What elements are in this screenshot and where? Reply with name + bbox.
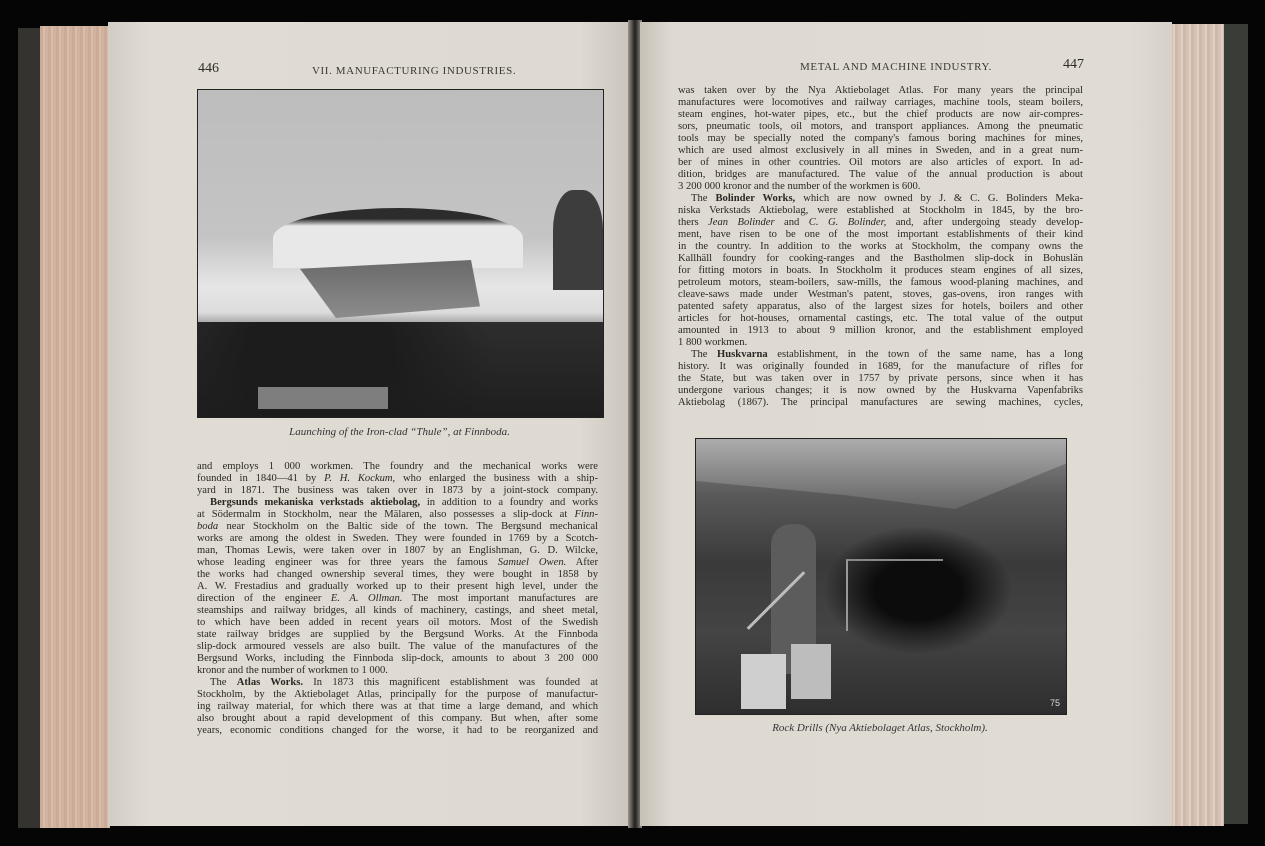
text-line	[678, 241, 1083, 253]
text-run: Kallhäll foundry for cooking-ranges and the Bastholmen slip-dock in Bohuslän	[678, 253, 1083, 264]
text-line	[678, 349, 1083, 361]
text-run: sors, pneumatic tools, oil motors, and transport appliances. Among the pneumatic	[678, 121, 1083, 132]
figure-caption-left: Launching of the Iron-clad “Thule”, at Finnboda.	[289, 426, 510, 438]
page-edges-right	[1170, 24, 1224, 826]
text-run: steam engines, hot-water pipes, etc., but the chief products are now air-compres-	[678, 109, 1083, 120]
text-line	[197, 629, 598, 641]
right-page-body-text	[678, 85, 1083, 409]
text-run: 1 800 workmen.	[678, 337, 748, 348]
page-edges-left	[40, 26, 110, 828]
text-line	[197, 701, 598, 713]
text-run: in the country. In addition to the works at Stockholm, the company owns the	[678, 241, 1083, 252]
text-run: The	[210, 677, 237, 688]
text-run: ber of mines in other countries. Oil motors are also articles of export. In ad-	[678, 157, 1083, 168]
text-line	[678, 145, 1083, 157]
text-run: founded in 1840—41 by	[197, 473, 325, 484]
bold-run: Bergsunds mekaniska verkstads aktiebolag,	[210, 497, 421, 508]
text-line	[197, 461, 598, 473]
text-line	[678, 133, 1083, 145]
italic-run: C. G. Bolinder,	[808, 217, 887, 228]
text-run: dition, bridges are manufactured. The value of the annual production is about	[678, 169, 1083, 180]
text-line	[197, 473, 598, 485]
text-run: petroleum motors, steam-boilers, saw-mills, the famous wood-planing machines, and	[678, 277, 1083, 288]
text-line	[678, 193, 1083, 205]
italic-run: boda	[197, 521, 219, 532]
text-run: niska Verkstads Aktiebolag, were established at Stockholm in 1845, by the bro-	[678, 205, 1083, 216]
text-run: Aktiebolag (1867). The principal manufactures are sewing machines, cycles,	[678, 397, 1083, 408]
text-run: state railway bridges are supplied by the Bergsund Works. At the Finnboda	[197, 629, 598, 640]
text-line	[678, 373, 1083, 385]
text-run: for fitting motors in boats. In Stockholm it produces steam engines of all sizes,	[678, 265, 1083, 276]
text-run: who enlarged the business with a ship-	[395, 473, 598, 484]
text-run: and	[774, 217, 809, 228]
italic-run: Finn-	[574, 509, 598, 520]
text-line	[678, 157, 1083, 169]
text-run: tools may be specially noted the company's famous boring machines for mines,	[678, 133, 1083, 144]
text-run: steamships and railway bridges, all kinds of machinery, castings, and sheet metal,	[197, 605, 598, 616]
text-run: amounted in 1913 to about 9 million kronor, and the establishment employed	[678, 325, 1083, 336]
text-run: manufactures were locomotives and railway carriages, machine tools, steam boilers,	[678, 97, 1083, 108]
text-line	[197, 617, 598, 629]
ship-hull	[300, 260, 480, 318]
text-run: which are used almost exclusively in all mines in Sweden, and in a great num-	[678, 145, 1083, 156]
text-run: establishment, in the town of the same name, has a long	[767, 349, 1083, 360]
text-run: The	[691, 349, 718, 360]
text-line	[678, 397, 1083, 409]
drill-frame	[846, 559, 943, 631]
italic-run: E. A. Ollman.	[330, 593, 403, 604]
trees	[553, 190, 603, 290]
text-line	[197, 485, 598, 497]
text-run: thers	[678, 217, 709, 228]
text-run: patented safety apparatus, also of the largest sizes for hotels, boilers and other	[678, 301, 1083, 312]
text-line	[678, 325, 1083, 337]
text-line	[197, 725, 598, 737]
text-line	[678, 121, 1083, 133]
text-line	[678, 169, 1083, 181]
tunnel-ceiling	[696, 439, 1066, 509]
text-run: slip-dock armoured vessels are also built. The value of the manufactures of the	[197, 641, 598, 652]
text-run: near Stockholm on the Baltic side of the town. The Bergsund mechanical	[218, 521, 598, 532]
text-line	[197, 509, 598, 521]
text-run: direction of the engineer	[197, 593, 331, 604]
text-line	[197, 665, 598, 677]
text-run: to which have been added in recent years oil motors. Most of the Swedish	[197, 617, 598, 628]
text-line	[678, 253, 1083, 265]
text-run: years, economic conditions changed for the worse, it had to be reorganized and	[197, 725, 598, 736]
text-line	[197, 605, 598, 617]
bold-run: Bolinder Works,	[715, 193, 796, 204]
text-line	[678, 337, 1083, 349]
text-run: whose leading engineer was for three years the famous	[197, 557, 498, 568]
text-line	[678, 205, 1083, 217]
text-line	[197, 641, 598, 653]
text-line	[678, 301, 1083, 313]
bold-run: Huskvarna	[717, 349, 768, 360]
text-run: and, after undergoing steady develop-	[886, 217, 1083, 228]
text-line	[678, 217, 1083, 229]
text-run: man, Thomas Lewis, were taken over in 1807 by an Englishman, G. D. Wilcke,	[197, 545, 598, 556]
text-run: After	[566, 557, 598, 568]
text-run: articles for hot-houses, ornamental castings, etc. The total value of the output	[678, 313, 1083, 324]
text-line	[197, 689, 598, 701]
text-run: yard in 1871. The business was taken over in 1873 by a joint-stock company.	[197, 485, 598, 496]
text-run: Stockholm, by the Aktiebolaget Atlas, principally for the purpose of manufactur-	[197, 689, 598, 700]
photo-ship-launch	[197, 89, 604, 418]
text-line	[678, 313, 1083, 325]
page-number-right: 447	[1063, 57, 1084, 72]
italic-run: P. H. Kockum,	[324, 473, 396, 484]
text-run: Bergsund Works, including the Finnboda slip-dock, amounts to about 3 200 000	[197, 653, 598, 664]
text-line	[678, 277, 1083, 289]
text-run: and employs 1 000 workmen. The foundry and the mechanical works were	[197, 461, 598, 472]
text-run: undergone various changes; it is now owned by the Huskvarna Vapenfabriks	[678, 385, 1083, 396]
text-run: also brought about a rapid development of this company. But when, after some	[197, 713, 598, 724]
text-run: which are now owned by J. & C. G. Bolinders Meka-	[795, 193, 1083, 204]
text-line	[678, 109, 1083, 121]
text-line	[197, 713, 598, 725]
text-line	[678, 289, 1083, 301]
text-run: The most important manufactures are	[402, 593, 598, 604]
text-run: was taken over by the Nya Aktiebolaget Atlas. For many years the principal	[678, 85, 1083, 96]
left-page-body-text	[197, 461, 598, 737]
text-line	[678, 85, 1083, 97]
text-run: history. It was originally founded in 1689, for the manufacture of rifles for	[678, 361, 1083, 372]
text-line	[678, 97, 1083, 109]
text-line	[197, 533, 598, 545]
book-cover-right	[1222, 24, 1248, 824]
text-run: the State, but was taken over in 1757 by private persons, since when it has	[678, 373, 1083, 384]
text-line	[197, 557, 598, 569]
text-line	[197, 653, 598, 665]
text-line	[197, 497, 598, 509]
text-line	[678, 385, 1083, 397]
text-run: at Södermalm in Stockholm, near the Mälaren, also possesses a slip-dock at	[197, 509, 575, 520]
text-run: ing railway material, for which there was at that time a large demand, and which	[197, 701, 598, 712]
page-number-left: 446	[198, 61, 219, 76]
plate-number: 75	[1049, 698, 1060, 708]
italic-run: Jean Bolinder	[708, 217, 775, 228]
text-line	[678, 361, 1083, 373]
text-run: works are among the oldest in Sweden. They were founded in 1769 by a Scotch-	[197, 533, 598, 544]
text-run: kronor and the number of workmen to 1 000.	[197, 665, 388, 676]
text-line	[197, 545, 598, 557]
ice-reflection	[258, 387, 388, 409]
rock-block	[741, 654, 786, 709]
text-line	[678, 181, 1083, 193]
text-line	[197, 677, 598, 689]
rock-block	[791, 644, 831, 699]
text-line	[197, 521, 598, 533]
italic-run: Samuel Owen.	[497, 557, 567, 568]
bold-run: Atlas Works.	[236, 677, 303, 688]
running-head-right: METAL AND MACHINE INDUSTRY.	[800, 61, 992, 73]
text-run: The	[691, 193, 716, 204]
text-line	[197, 569, 598, 581]
text-run: in addition to a foundry and works	[420, 497, 598, 508]
text-run: 3 200 000 kronor and the number of the workmen is 600.	[678, 181, 921, 192]
photo-rock-drills	[695, 438, 1067, 715]
text-run: ment, have risen to be one of the most important establishments of their kind	[678, 229, 1083, 240]
text-run: the works had changed ownership several times, they were bought in 1858 by	[197, 569, 598, 580]
figure-caption-right: Rock Drills (Nya Aktiebolaget Atlas, Stockholm).	[772, 722, 988, 734]
text-line	[678, 265, 1083, 277]
hill	[273, 208, 523, 268]
text-line	[197, 581, 598, 593]
text-run: A. W. Frestadius and gradually worked up to their present high level, under the	[197, 581, 598, 592]
text-line	[678, 229, 1083, 241]
running-head-left: VII. MANUFACTURING INDUSTRIES.	[312, 65, 517, 77]
text-run: cleave-saws made under Westman's patent, stoves, gas-ovens, iron ranges with	[678, 289, 1083, 300]
text-run: In 1873 this magnificent establishment was founded at	[303, 677, 598, 688]
text-line	[197, 593, 598, 605]
